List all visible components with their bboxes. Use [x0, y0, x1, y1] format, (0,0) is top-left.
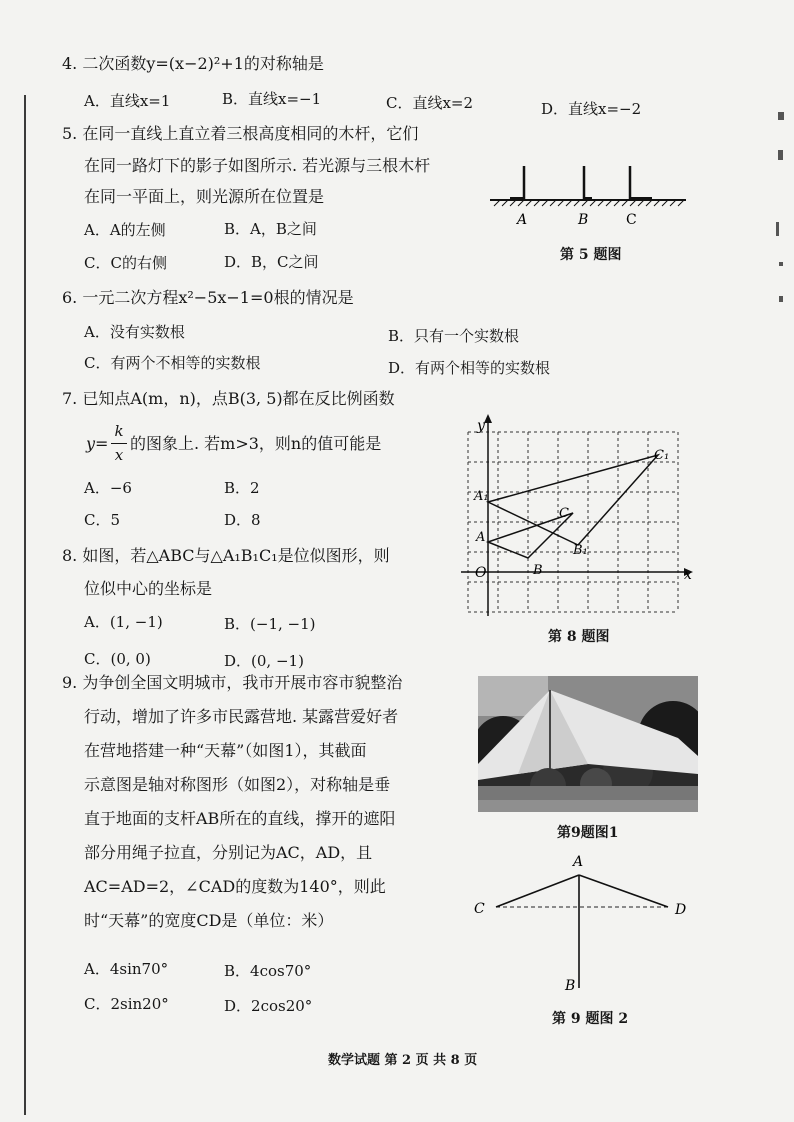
q6-stem: 6. 一元二次方程x²−5x−1=0根的情况是: [62, 288, 354, 307]
q9-photo-canopy: [478, 676, 698, 812]
page-binding-rule: [24, 95, 26, 1115]
q9-line-2: 行动，增加了许多市民露营地. 某露营爱好者: [84, 707, 399, 726]
q7-option-d: D．8: [224, 511, 261, 529]
q7-line-1: 7. 已知点A(m，n)，点B(3, 5)都在反比例函数: [62, 389, 395, 408]
label-a: A: [573, 854, 584, 870]
label-c1: C₁: [654, 448, 670, 463]
q9-photo-caption: 第9题图1: [557, 825, 619, 841]
page-footer: 数学试题 第 2 页 共 8 页: [328, 1053, 478, 1068]
q8-line-1: 8. 如图，若△ABC与△A₁B₁C₁是位似图形，则: [62, 546, 390, 565]
label-a1: A₁: [474, 489, 489, 504]
q8-figure: [455, 410, 700, 625]
q7-line-2: 的图象上. 若m>3，则n的值可能是: [130, 434, 382, 453]
q9-line-3: 在营地搭建一种“天幕”（如图1），其截面: [84, 741, 367, 760]
q7-fraction: [86, 422, 110, 470]
q9-figure-2-caption: 第 9 题图 2: [552, 1011, 629, 1027]
scan-edge-mark: [776, 222, 779, 236]
q7-option-a: A．−6: [84, 479, 132, 497]
q9-line-8: 时“天幕”的宽度CD是（单位：米）: [84, 911, 334, 930]
rope-ad: [579, 875, 668, 907]
q5-option-b: B．A，B之间: [224, 220, 317, 238]
q5-line-1: 5. 在同一直线上直立着三根高度相同的木杆，它们: [62, 124, 419, 143]
q9-option-a: A．4sin70°: [84, 960, 169, 978]
q5-caption: 第 5 题图: [560, 247, 622, 263]
label-x: x: [684, 567, 692, 583]
label-o: O: [475, 565, 487, 581]
q9-line-5: 直于地面的支杆AB所在的直线，撑开的遮阳: [84, 809, 396, 828]
fraction-denominator: x: [114, 446, 124, 464]
q6-option-b: B．只有一个实数根: [388, 327, 520, 345]
label-b: B: [533, 563, 543, 578]
triangle-a1b1c1: [488, 455, 658, 545]
q8-option-c: C．(0, 0): [84, 650, 151, 668]
q5-option-a: A．A的左侧: [84, 221, 166, 239]
scan-edge-mark: [779, 262, 783, 266]
q6-option-d: D．有两个相等的实数根: [388, 359, 551, 377]
q5-line-2: 在同一路灯下的影子如图所示. 若光源与三根木杆: [84, 156, 431, 175]
q5-option-d: D．B，C之间: [224, 253, 319, 271]
q7-option-b: B．2: [224, 479, 260, 497]
q6-option-a: A．没有实数根: [84, 323, 185, 341]
label-y: y: [477, 418, 485, 434]
q9-option-d: D．2cos20°: [224, 997, 313, 1015]
q6-option-c: C．有两个不相等的实数根: [84, 354, 261, 372]
scan-edge-mark: [778, 112, 784, 120]
q9-line-7: AC=AD=2，∠CAD的度数为140°，则此: [84, 877, 386, 896]
q4-option-c: C．直线x=2: [386, 94, 474, 112]
label-d: D: [675, 902, 687, 918]
q8-line-2: 位似中心的坐标是: [84, 579, 213, 598]
y-axis-arrow: [484, 414, 492, 423]
q5-figure: [488, 160, 688, 230]
label-a: A: [517, 212, 528, 228]
q5-option-c: C．C的右侧: [84, 254, 167, 272]
q4-stem: 4. 二次函数y=(x−2)²+1的对称轴是: [62, 54, 324, 73]
rope-ac: [496, 875, 579, 907]
q8-option-a: A．(1, −1): [84, 613, 163, 631]
fraction-numerator: k: [114, 422, 124, 440]
label-b: B: [565, 978, 576, 994]
label-b: B: [578, 212, 589, 228]
q9-line-1: 9. 为争创全国文明城市，我市开展市容市貌整治: [62, 673, 403, 692]
fraction-lhs: y=: [86, 434, 109, 453]
label-b1: B₁: [573, 543, 588, 558]
q9-line-4: 示意图是轴对称图形（如图2），对称轴是垂: [84, 775, 391, 794]
q8-caption: 第 8 题图: [548, 629, 610, 645]
scan-edge-mark: [779, 296, 783, 302]
fraction-bar: [111, 443, 127, 444]
q4-option-d: D．直线x=−2: [541, 100, 642, 118]
q7-option-c: C．5: [84, 511, 121, 529]
q9-line-6: 部分用绳子拉直，分别记为AC，AD，且: [84, 843, 373, 862]
label-c: C: [626, 212, 637, 228]
q8-option-d: D．(0, −1): [224, 652, 304, 670]
label-c: C: [474, 901, 485, 917]
q4-option-b: B．直线x=−1: [222, 90, 322, 108]
q5-line-3: 在同一平面上，则光源所在位置是: [84, 187, 325, 206]
scan-edge-mark: [778, 150, 783, 160]
label-a: A: [476, 530, 486, 545]
q8-option-b: B．(−1, −1): [224, 615, 316, 633]
label-c: C: [559, 506, 569, 521]
q9-option-c: C．2sin20°: [84, 995, 169, 1013]
q9-option-b: B．4cos70°: [224, 962, 312, 980]
q4-option-a: A．直线x=1: [84, 92, 171, 110]
dashed-grid: [468, 432, 678, 612]
q9-figure-2: [470, 850, 700, 998]
